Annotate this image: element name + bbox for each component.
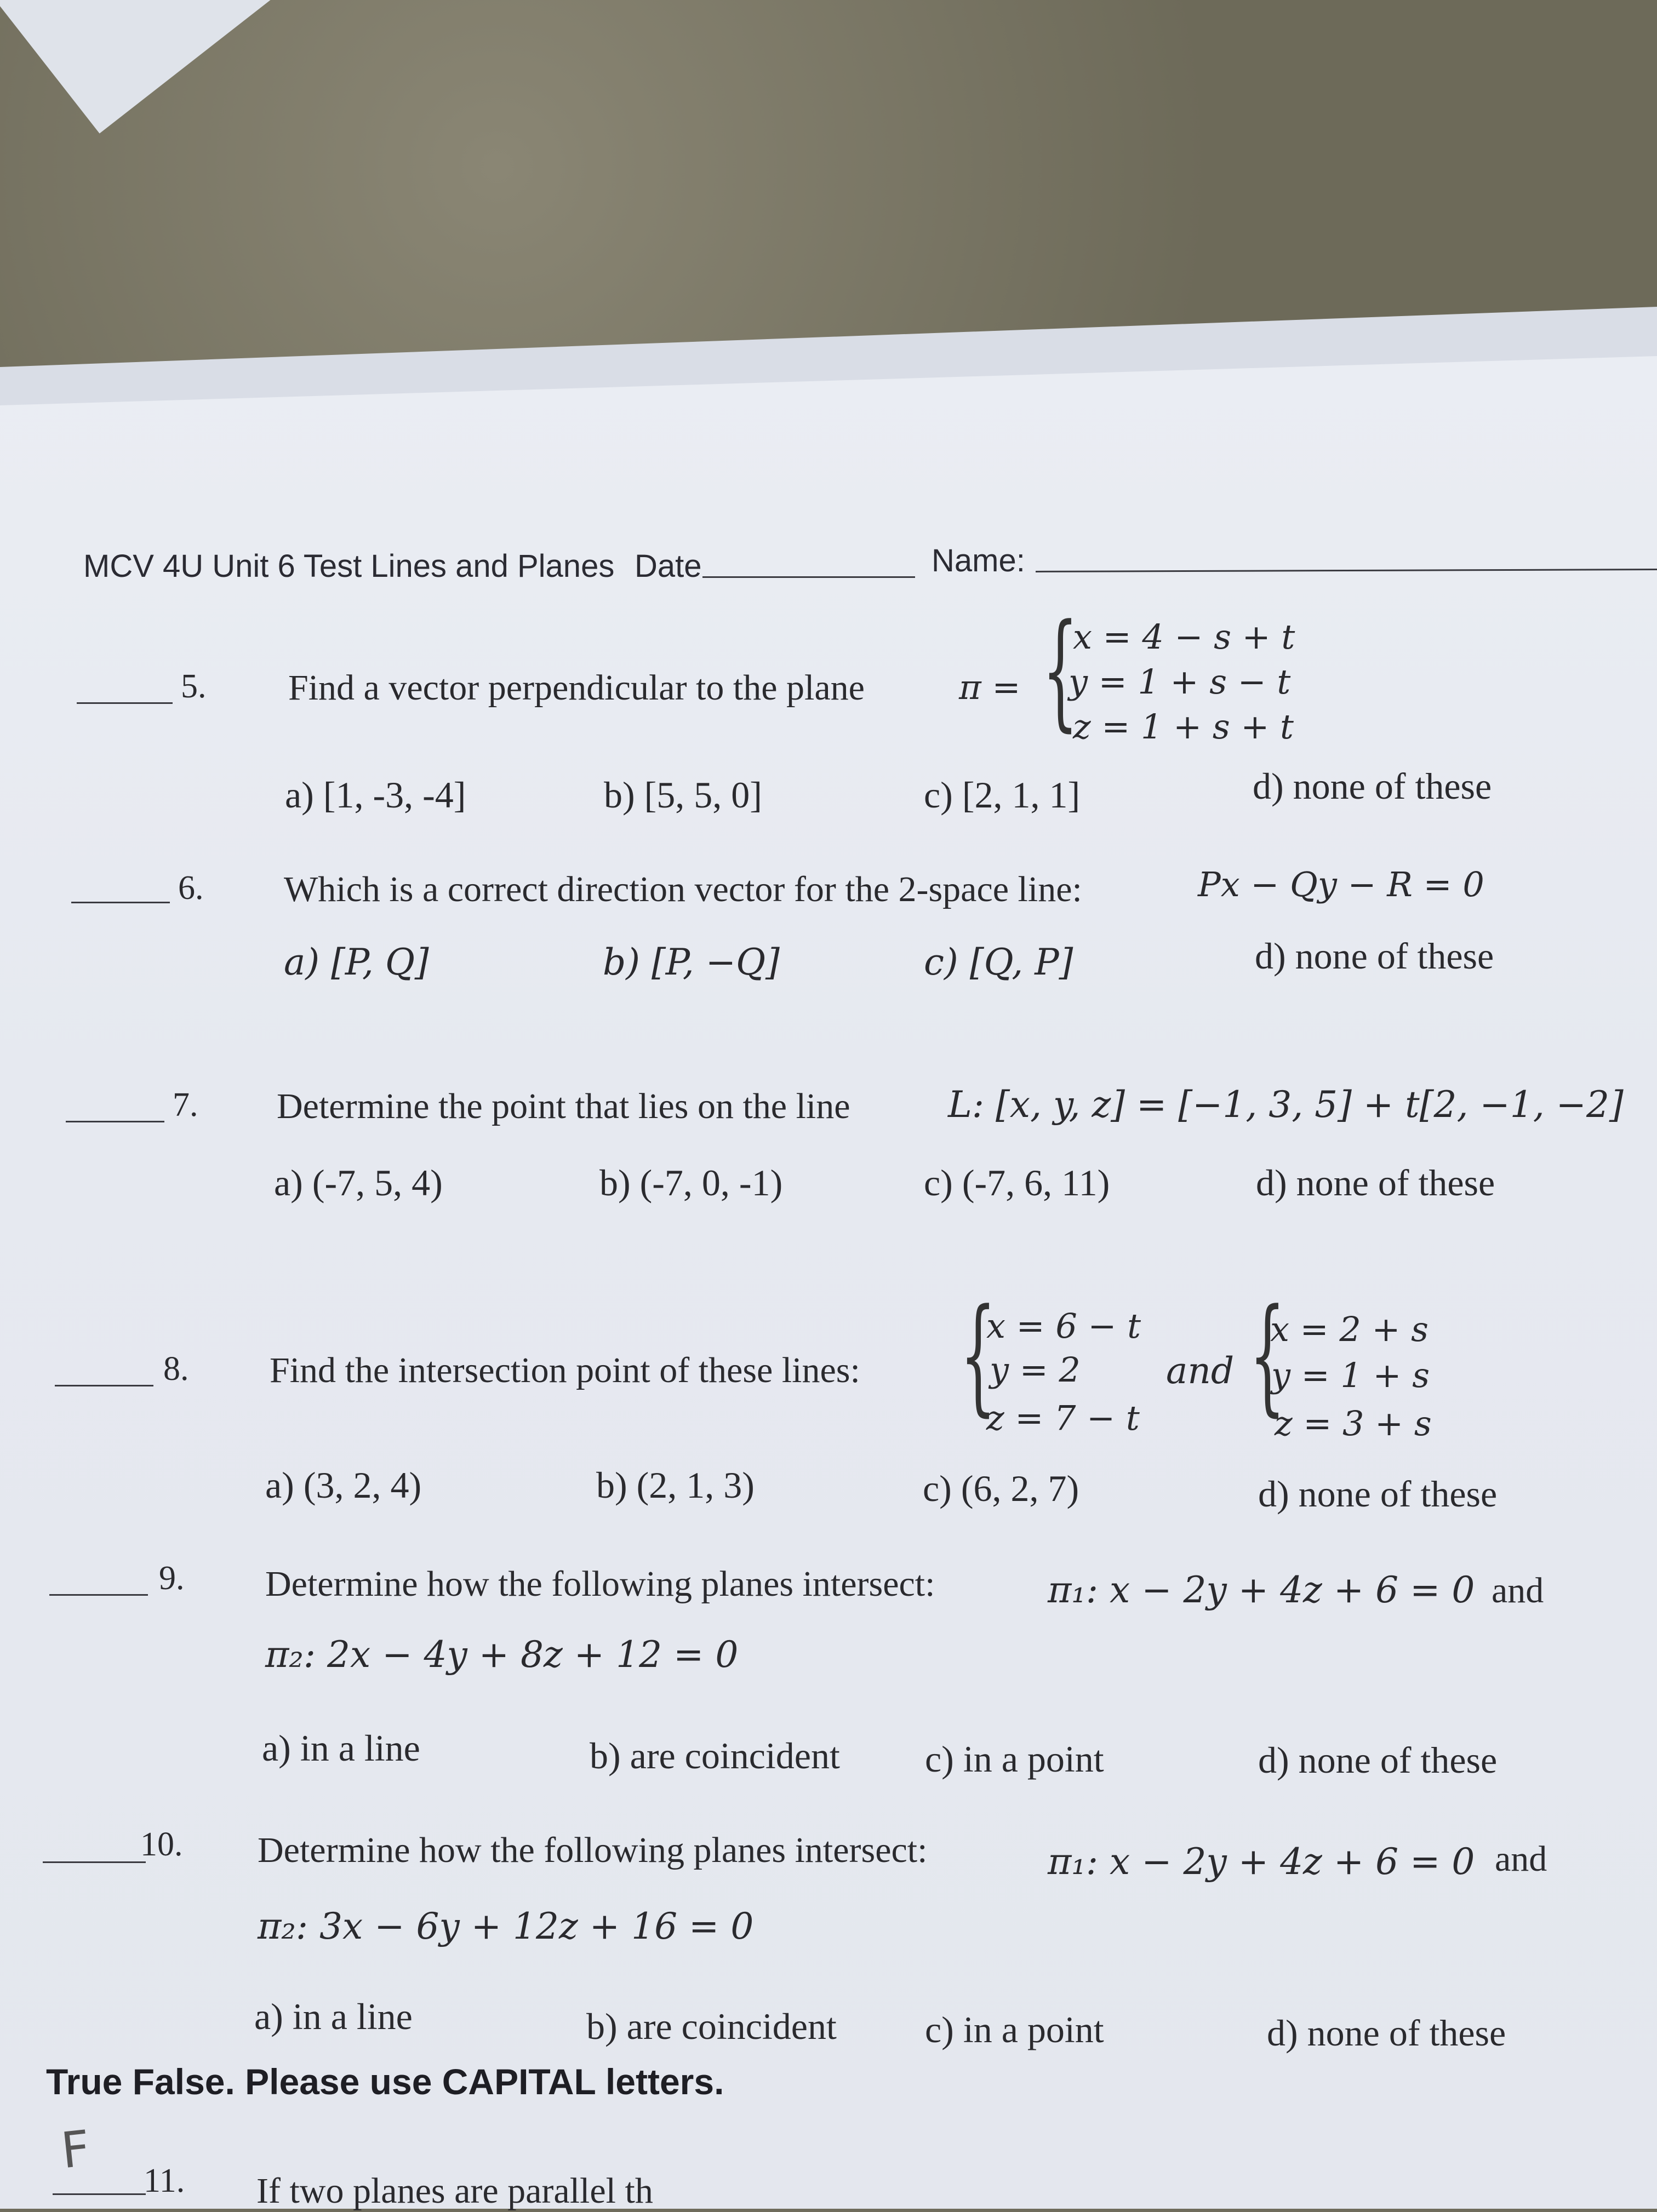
handwritten-answer-11: F <box>58 2119 93 2180</box>
question-text-8: Find the intersection point of these lines: <box>270 1350 860 1390</box>
question-number-5: 5. <box>181 668 207 705</box>
system1-eq-3: z = 7 − t <box>986 1398 1140 1438</box>
date-field[interactable] <box>702 576 915 578</box>
option-5a[interactable]: a) [1, -3, -4] <box>285 774 466 816</box>
system1-eq-2: y = 2 <box>990 1350 1081 1390</box>
answer-blank-7[interactable] <box>66 1121 164 1122</box>
true-false-heading: True False. Please use CAPITAL letters. <box>46 2061 724 2102</box>
plane2-equation-10: π₂: 3x − 6y + 12z + 16 = 0 <box>258 1905 754 1947</box>
option-10c[interactable]: c) in a point <box>925 2009 1104 2050</box>
option-9b[interactable]: b) are coincident <box>590 1735 840 1777</box>
answer-blank-10[interactable] <box>43 1861 146 1863</box>
option-6d[interactable]: d) none of these <box>1255 935 1494 977</box>
question-number-6: 6. <box>178 869 204 907</box>
plane1-equation-9: π₁: x − 2y + 4z + 6 = 0 <box>1048 1569 1475 1611</box>
option-6b[interactable]: b) [P, −Q] <box>603 941 780 983</box>
system-eq-5-2: y = 1 + s − t <box>1069 662 1291 702</box>
option-9d[interactable]: d) none of these <box>1258 1739 1498 1781</box>
plane1-equation-10: π₁: x − 2y + 4z + 6 = 0 <box>1048 1841 1475 1883</box>
and-word-9: and <box>1492 1571 1544 1611</box>
answer-blank-8[interactable] <box>55 1385 153 1386</box>
system-brace-5: { <box>1042 598 1078 744</box>
date-label: Date <box>635 548 702 584</box>
system-brace-8a: { <box>960 1282 996 1429</box>
line-equation-7: L: [x, y, z] = [−1, 3, 5] + t[2, −1, −2] <box>948 1084 1624 1126</box>
option-10b[interactable]: b) are coincident <box>586 2005 837 2047</box>
question-text-11: If two planes are parallel th <box>256 2171 653 2211</box>
and-word-10: and <box>1495 1839 1547 1879</box>
system1-eq-1: x = 6 − t <box>986 1306 1141 1346</box>
option-10a[interactable]: a) in a line <box>254 1996 413 2037</box>
option-7a[interactable]: a) (-7, 5, 4) <box>274 1162 443 1204</box>
system2-eq-3: z = 3 + s <box>1275 1403 1432 1443</box>
option-6a[interactable]: a) [P, Q] <box>284 941 429 983</box>
option-6c[interactable]: c) [Q, P] <box>924 941 1073 983</box>
question-number-11: 11. <box>144 2162 185 2199</box>
plane2-equation-9: π₂: 2x − 4y + 8z + 12 = 0 <box>265 1634 739 1676</box>
question-number-9: 9. <box>159 1560 185 1597</box>
system2-eq-2: y = 1 + s <box>1271 1355 1430 1395</box>
system-brace-8b: { <box>1249 1282 1285 1429</box>
question-text-6: Which is a correct direction vector for the 2-space line: <box>284 869 1082 909</box>
question-text-9: Determine how the following planes intersect: <box>265 1564 935 1604</box>
option-8b[interactable]: b) (2, 1, 3) <box>596 1464 755 1506</box>
answer-blank-6[interactable] <box>71 902 170 903</box>
test-page <box>0 356 1657 2209</box>
option-8c[interactable]: c) (6, 2, 7) <box>923 1468 1079 1509</box>
question-number-8: 8. <box>163 1350 189 1388</box>
system-eq-5-1: x = 4 − s + t <box>1073 617 1295 657</box>
option-5d[interactable]: d) none of these <box>1253 765 1492 807</box>
option-9a[interactable]: a) in a line <box>262 1727 420 1769</box>
option-5c[interactable]: c) [2, 1, 1] <box>924 774 1081 816</box>
answer-blank-9[interactable] <box>49 1594 148 1596</box>
system2-eq-1: x = 2 + s <box>1270 1309 1429 1349</box>
option-7c[interactable]: c) (-7, 6, 11) <box>924 1162 1110 1204</box>
option-9c[interactable]: c) in a point <box>925 1738 1104 1780</box>
question-text-7: Determine the point that lies on the line <box>277 1086 850 1126</box>
option-7b[interactable]: b) (-7, 0, -1) <box>599 1162 783 1204</box>
question-number-7: 7. <box>173 1086 198 1124</box>
option-7d[interactable]: d) none of these <box>1256 1162 1495 1204</box>
option-5b[interactable]: b) [5, 5, 0] <box>604 774 762 816</box>
question-number-10: 10. <box>140 1826 183 1863</box>
answer-blank-11[interactable] <box>53 2193 146 2195</box>
course-title: MCV 4U Unit 6 Test Lines and Planes <box>83 548 615 584</box>
question-text-10: Determine how the following planes intersect: <box>258 1830 928 1870</box>
name-label: Name: <box>932 543 1025 578</box>
line-equation-6: Px − Qy − R = 0 <box>1198 864 1484 904</box>
and-word-8: and <box>1166 1350 1235 1392</box>
question-text-5: Find a vector perpendicular to the plane <box>288 668 865 708</box>
system-eq-5-3: z = 1 + s + t <box>1073 707 1294 747</box>
option-8d[interactable]: d) none of these <box>1258 1473 1498 1515</box>
plane-label-5: π = <box>959 667 1021 707</box>
option-8a[interactable]: a) (3, 2, 4) <box>265 1464 422 1506</box>
option-10d[interactable]: d) none of these <box>1267 2012 1506 2054</box>
answer-blank-5[interactable] <box>77 702 173 704</box>
